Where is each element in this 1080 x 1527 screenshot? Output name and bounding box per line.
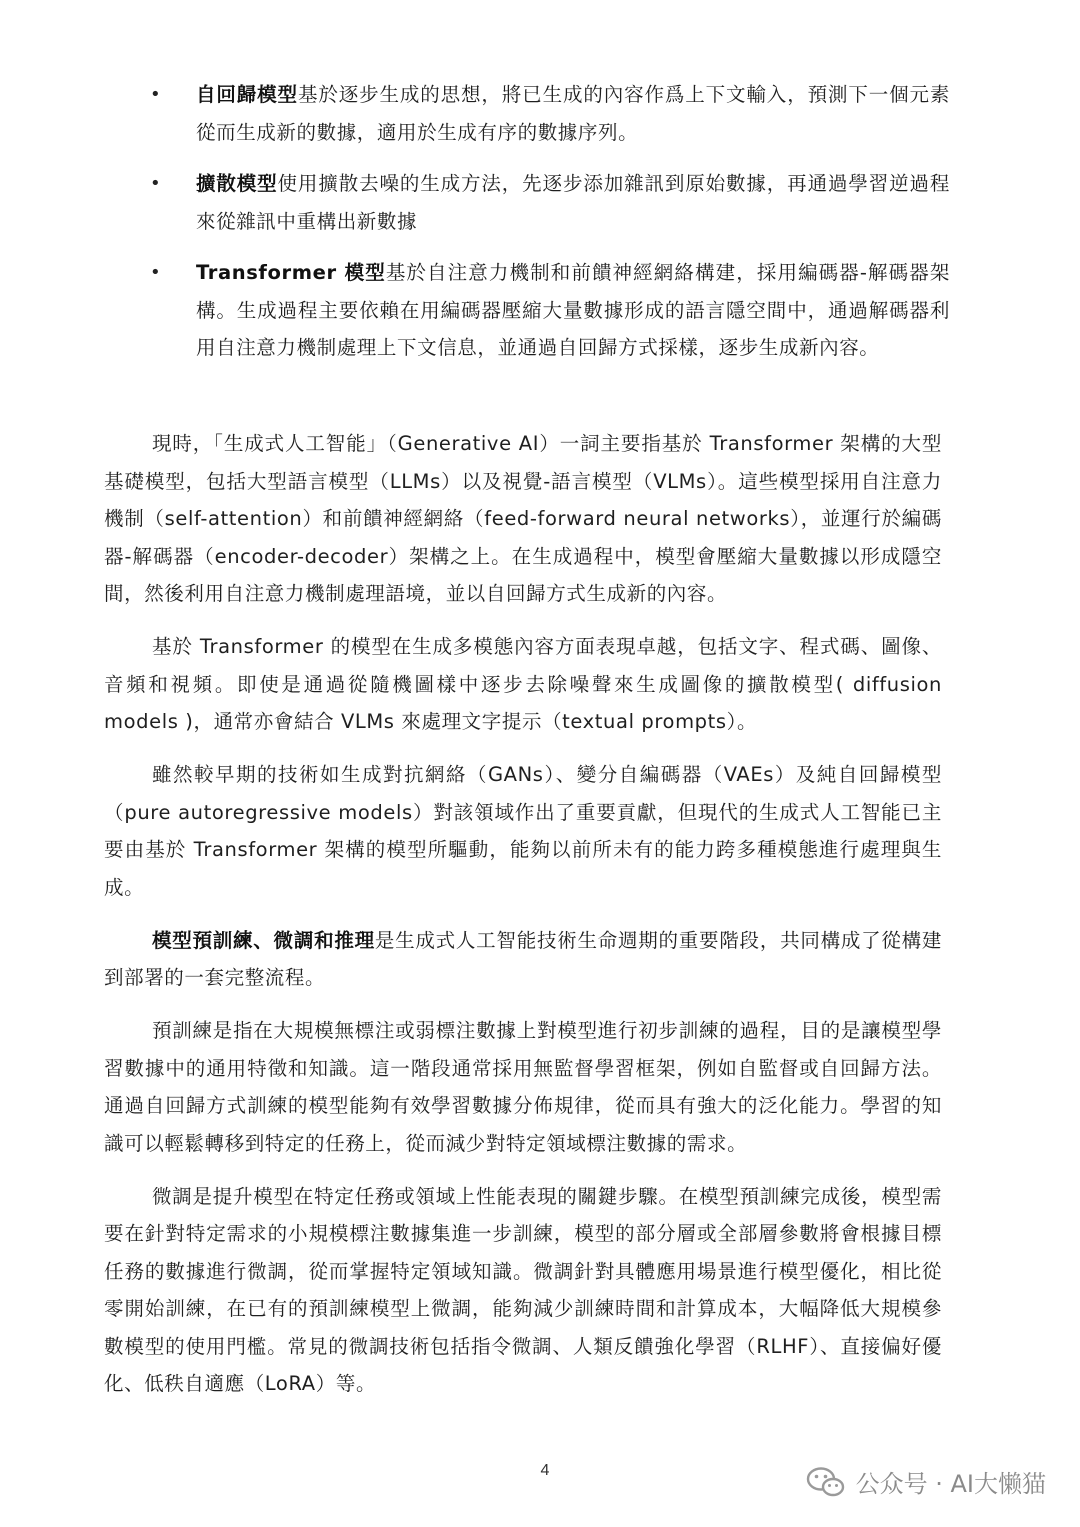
list-item — [150, 254, 950, 367]
bullet-text: 基於自注意力機制和前饋神經網絡構建，採用編碼器-解碼器架構。生成過程主要依賴在用編碼器壓縮大量數據形成的語言隱空間中，通過解碼器利用自注意力機制處理上下文信息，並通過自回歸方式採樣，逐步生成新內容。 — [196, 261, 950, 359]
paragraph: 微調是提升模型在特定任務或領域上性能表現的關鍵步驟。在模型預訓練完成後，模型需要在針對特定需求的小規模標注數據集進一步訓練，模型的部分層或全部層參數將會根據目標任務的數據進行微調，從而掌握特定領域知識。微調針對具體應用場景進行模型優化，相比從零開始訓練，在已有的預訓練模型上微調，能夠減少訓練時間和計算成本，大幅降低大規模參數模型的使用門檻。常見的微調技術包括指令微調、人類反饋強化學習（RLHF）、直接偏好優化、低秩自適應（LoRA）等。 — [104, 1184, 942, 1395]
paragraph: 預訓練是指在大規模無標注或弱標注數據上對模型進行初步訓練的過程，目的是讓模型學習數據中的通用特徵和知識。這一階段通常採用無監督學習框架，例如自監督或自回歸方法。通過自回歸方式訓練的模型能夠有效學習數據分佈規律，從而具有強大的泛化能力。學習的知識可以輕鬆轉移到特定的任務上，從而減少對特定領域標注數據的需求。 — [104, 1019, 942, 1155]
list-item — [150, 165, 950, 240]
body-text — [104, 425, 942, 1418]
bullet-symbol: • — [150, 262, 161, 283]
bullet-text: 使用擴散去噪的生成方法，先逐步添加雜訊到原始數據，再通過學習逆過程來從雜訊中重構出新數據 — [196, 172, 950, 233]
bullet-term: 自回歸模型 — [196, 83, 298, 106]
page-number: 4 — [540, 1462, 550, 1479]
watermark — [806, 1464, 1046, 1499]
bullet-term: 擴散模型 — [196, 172, 278, 195]
bullet-symbol: • — [150, 84, 161, 105]
paragraph: 模型預訓練、微調和推理是生成式人工智能技術生命週期的重要階段，共同構成了從構建到部署的一套完整流程。 — [104, 928, 942, 989]
list-item — [150, 76, 950, 151]
paragraph-term: 模型預訓練、微調和推理 — [152, 928, 375, 952]
bullet-list — [150, 76, 950, 381]
paragraph: 基於 Transformer 的模型在生成多模態內容方面表現卓越，包括文字、程式碼、圖像、音頻和視頻。即使是通過從隨機圖樣中逐步去除噪聲來生成圖像的擴散模型( diffusion models )，通常亦會結合 VLMs 來處理文字提示（textual prompts）。 — [104, 635, 942, 733]
wechat-icon — [806, 1466, 846, 1498]
bullet-term: Transformer 模型 — [196, 261, 386, 284]
watermark-text: 公众号 · AI大懒猫 — [855, 1470, 1046, 1498]
bullet-symbol: • — [150, 173, 161, 194]
bullet-text: 基於逐步生成的思想，將已生成的內容作爲上下文輸入，預測下一個元素從而生成新的數據，適用於生成有序的數據序列。 — [196, 83, 950, 144]
paragraph: 現時，「生成式人工智能」（Generative AI）一詞主要指基於 Transformer 架構的大型基礎模型，包括大型語言模型（LLMs）以及視覺-語言模型（VLMs）。這些模型採用自注意力機制（self-attention）和前饋神經網絡（feed-forward neural networks），並運行於編碼器-解碼器（encoder-decoder）架構之上。在生成過程中，模型會壓縮大量數據以形成隱空間，然後利用自注意力機制處理語境，並以自回歸方式生成新的內容。 — [104, 432, 942, 605]
paragraph: 雖然較早期的技術如生成對抗網絡（GANs）、變分自編碼器（VAEs）及純自回歸模型（pure autoregressive models）對該領域作出了重要貢獻，但現代的生成式人工智能已主要由基於 Transformer 架構的模型所驅動，能夠以前所未有的能力跨多種模態進行處理與生成。 — [104, 763, 942, 899]
